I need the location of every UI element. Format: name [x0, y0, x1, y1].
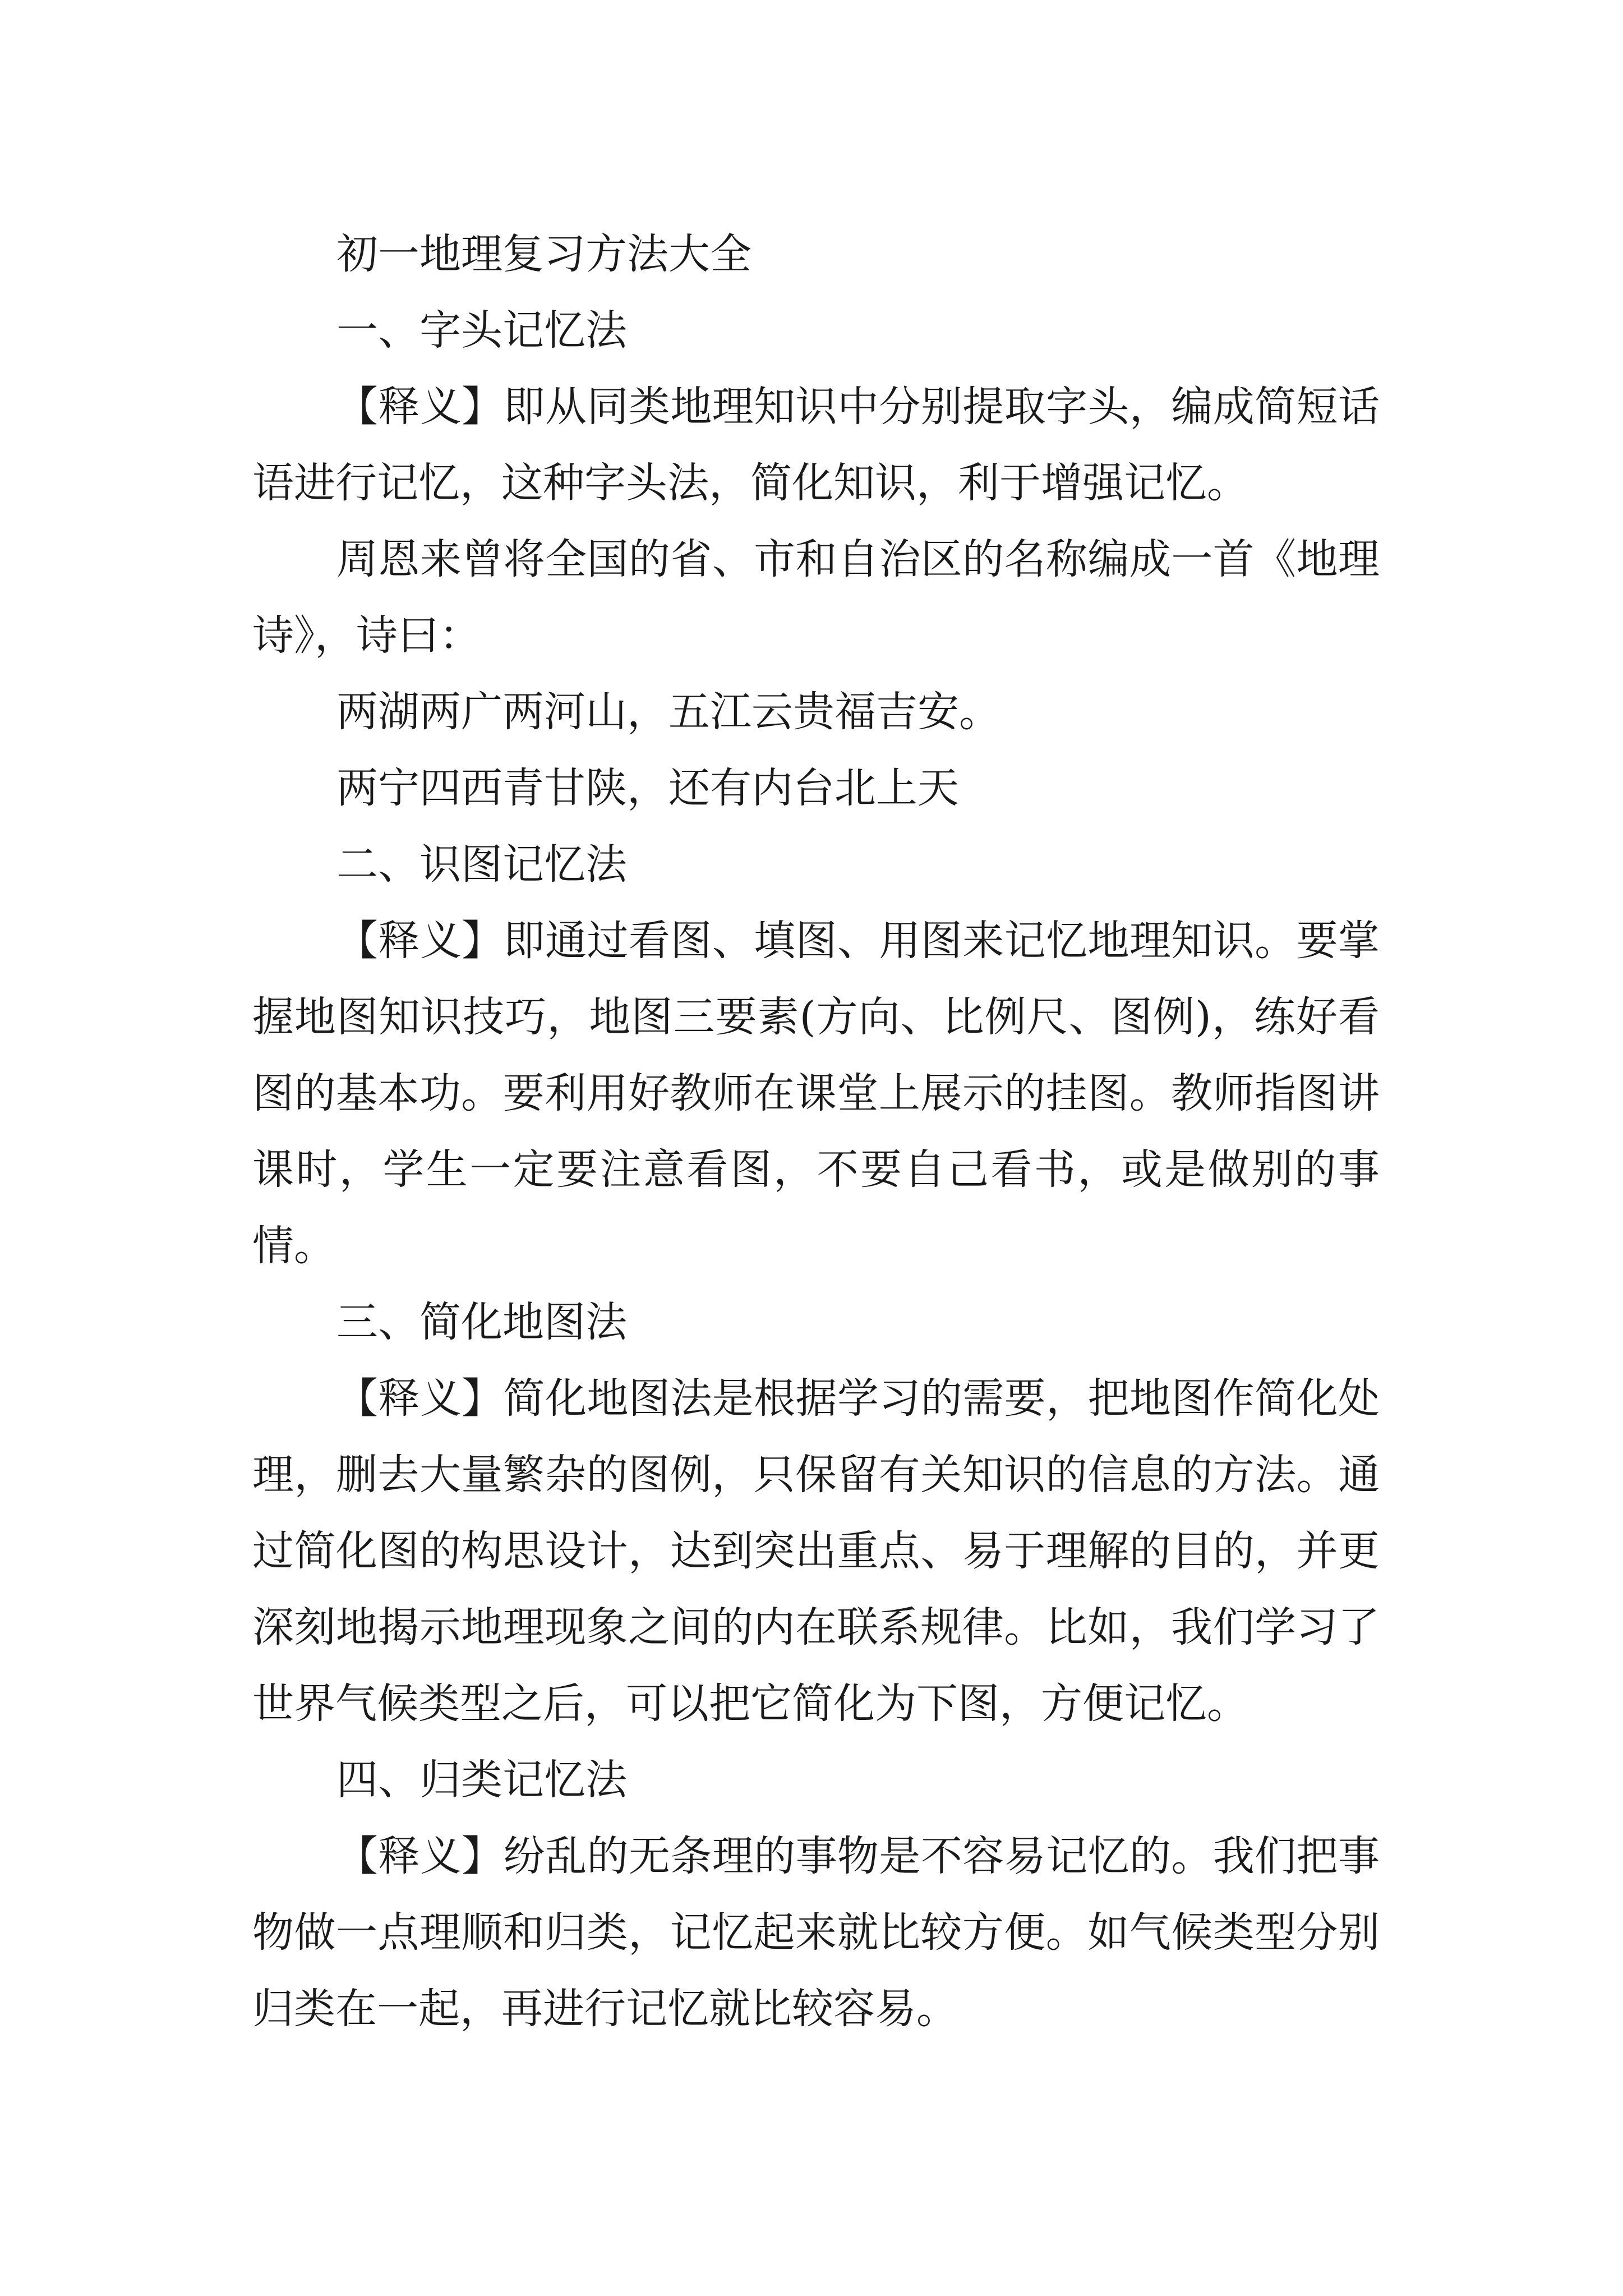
poem-line-1: 两湖两广两河山，五江云贵福吉安。	[336, 688, 1000, 736]
section-heading-3: 三、简化地图法	[336, 1298, 627, 1346]
document-page	[252, 216, 1380, 2047]
section-heading-4: 四、归类记忆法	[336, 1756, 627, 1804]
section-heading-2: 二、识图记忆法	[336, 840, 627, 889]
document-title: 初一地理复习方法大全	[336, 230, 751, 278]
paragraph-5: 【释义】纷乱的无条理的事物是不容易记忆的。我们把事物做一点理顺和归类，记忆起来就比较方便。如气候类型分别归类在一起，再进行记忆就比较容易。	[252, 1832, 1380, 2033]
poem-line-2: 两宁四西青甘陕，还有内台北上天	[336, 764, 959, 812]
paragraph-1: 【释义】即从同类地理知识中分别提取字头，编成简短话语进行记忆，这种字头法，简化知识，利于增强记忆。	[252, 383, 1380, 507]
section-heading-1: 一、字头记忆法	[336, 306, 627, 355]
paragraph-4: 【释义】简化地图法是根据学习的需要，把地图作简化处理，删去大量繁杂的图例，只保留有关知识的信息的方法。通过简化图的构思设计，达到突出重点、易于理解的目的，并更深刻地揭示地理现象之间的内在联系规律。比如，我们学习了世界气候类型之后，可以把它简化为下图，方便记忆。	[252, 1374, 1380, 1728]
paragraph-2: 周恩来曾将全国的省、市和自治区的名称编成一首《地理诗》，诗曰：	[252, 535, 1380, 660]
paragraph-3: 【释义】即通过看图、填图、用图来记忆地理知识。要掌握地图知识技巧，地图三要素(方向、比例尺、图例)，练好看图的基本功。要利用好教师在课堂上展示的挂图。教师指图讲课时，学生一定要注意看图，不要自己看书，或是做别的事情。	[252, 917, 1380, 1270]
